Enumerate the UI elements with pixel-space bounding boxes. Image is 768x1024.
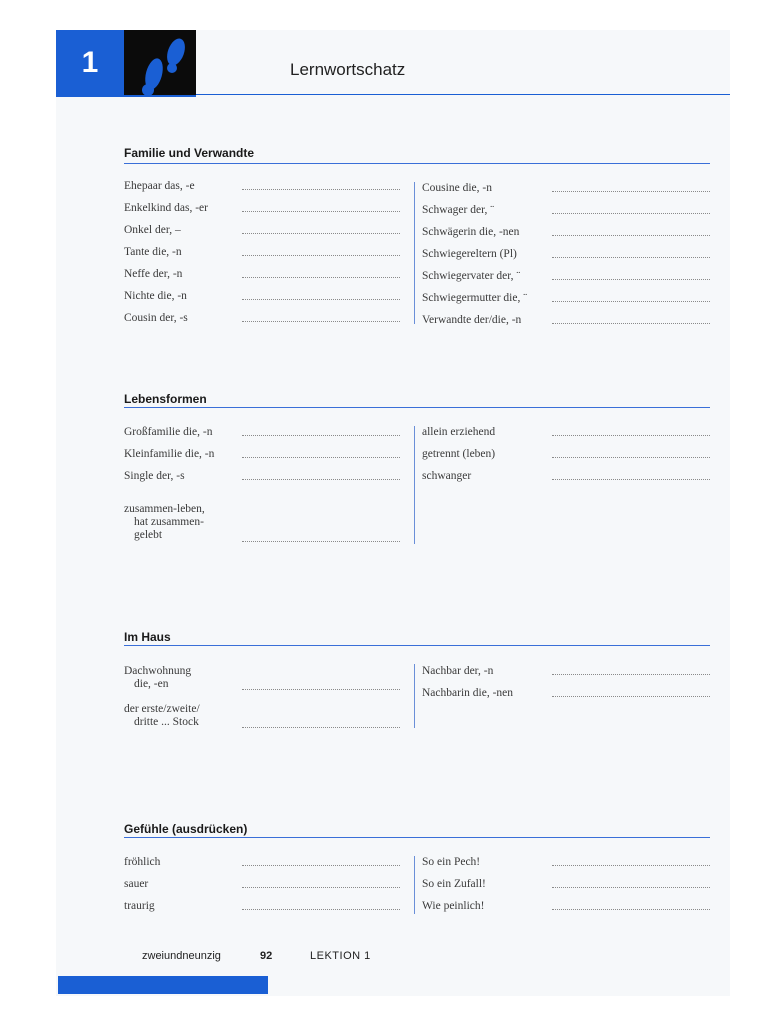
section-rule <box>124 837 710 838</box>
vocab-entry: Schwiegermutter die, ¨ <box>422 292 528 304</box>
page-title: Lernwortschatz <box>290 60 406 79</box>
column-divider <box>414 664 415 728</box>
entry-line: hat zusammen- <box>134 516 204 528</box>
answer-line[interactable] <box>242 689 400 690</box>
answer-line[interactable] <box>242 255 400 256</box>
vocab-entry: Schwägerin die, -nen <box>422 226 520 238</box>
vocab-entry: Tante die, -n <box>124 246 182 258</box>
vocab-entry: Onkel der, – <box>124 224 181 236</box>
entry-line: der erste/zweite/ <box>124 703 200 715</box>
column-divider <box>414 856 415 914</box>
answer-line[interactable] <box>242 321 400 322</box>
entry-line: zusammen-leben, <box>124 503 205 515</box>
column-divider <box>414 426 415 544</box>
column-divider <box>414 182 415 324</box>
entry-line: die, -en <box>134 678 169 690</box>
header-rule-left <box>56 95 196 97</box>
footer-page-number: 92 <box>260 950 273 962</box>
section-title-familie: Familie und Verwandte <box>124 146 255 160</box>
entry-line: Dachwohnung <box>124 665 192 677</box>
section-title-gefuehle: Gefühle (ausdrücken) <box>124 822 248 836</box>
vocab-entry: Enkelkind das, -er <box>124 202 208 214</box>
vocab-entry: Wie peinlich! <box>422 900 485 912</box>
answer-line[interactable] <box>242 865 400 866</box>
answer-line[interactable] <box>552 457 710 458</box>
answer-line[interactable] <box>242 727 400 728</box>
entry-line: dritte ... Stock <box>134 716 199 728</box>
vocab-entry-multiline <box>124 703 200 729</box>
vocab-entry: Ehepaar das, -e <box>124 180 195 192</box>
vocab-entry: Cousine die, -n <box>422 182 492 194</box>
answer-line[interactable] <box>552 479 710 480</box>
vocab-entry: allein erziehend <box>422 426 496 438</box>
footprints-photo <box>124 30 196 96</box>
vocab-entry: Nichte die, -n <box>124 290 187 302</box>
vocab-entry: traurig <box>124 900 155 912</box>
answer-line[interactable] <box>242 479 400 480</box>
vocab-entry: Single der, -s <box>124 470 185 482</box>
section-title-haus: Im Haus <box>124 630 171 644</box>
vocab-entry: Schwiegervater der, ¨ <box>422 270 521 282</box>
answer-line[interactable] <box>242 435 400 436</box>
answer-line[interactable] <box>552 235 710 236</box>
answer-line[interactable] <box>242 211 400 212</box>
answer-line[interactable] <box>552 865 710 866</box>
vocab-entry: Nachbar der, -n <box>422 665 494 677</box>
answer-line[interactable] <box>552 674 710 675</box>
footer-color-bar <box>58 976 268 994</box>
vocab-entry: Nachbarin die, -nen <box>422 687 514 699</box>
vocab-entry: So ein Pech! <box>422 856 481 868</box>
section-rule <box>124 645 710 646</box>
lesson-number-badge: 1 <box>56 30 124 96</box>
vocab-entry: So ein Zufall! <box>422 878 486 890</box>
vocab-entry: Kleinfamilie die, -n <box>124 448 215 460</box>
answer-line[interactable] <box>552 191 710 192</box>
answer-line[interactable] <box>552 909 710 910</box>
vocab-entry: fröhlich <box>124 856 161 868</box>
answer-line[interactable] <box>242 909 400 910</box>
vocab-entry: Schwiegereltern (Pl) <box>422 248 517 260</box>
answer-line[interactable] <box>552 301 710 302</box>
answer-line[interactable] <box>552 213 710 214</box>
entry-line: gelebt <box>134 529 163 541</box>
vocab-entry: getrennt (leben) <box>422 448 496 460</box>
vocab-entry: sauer <box>124 878 149 890</box>
section-rule <box>124 407 710 408</box>
answer-line[interactable] <box>242 189 400 190</box>
vocab-entry: Verwandte der/die, -n <box>422 314 522 326</box>
answer-line[interactable] <box>552 696 710 697</box>
section-title-lebensformen: Lebensformen <box>124 392 207 406</box>
answer-line[interactable] <box>242 277 400 278</box>
answer-line[interactable] <box>242 887 400 888</box>
footprints-icon <box>124 30 196 96</box>
vocab-entry: Neffe der, -n <box>124 268 183 280</box>
answer-line[interactable] <box>242 457 400 458</box>
answer-line[interactable] <box>552 435 710 436</box>
header-rule <box>196 94 730 95</box>
vocab-entry: Großfamilie die, -n <box>124 426 213 438</box>
footer-lesson-label: LEKTION 1 <box>310 950 371 962</box>
answer-line[interactable] <box>242 541 400 542</box>
answer-line[interactable] <box>552 257 710 258</box>
footer-page-word: zweiundneunzig <box>142 950 221 962</box>
vocab-entry: Schwager der, ¨ <box>422 204 495 216</box>
answer-line[interactable] <box>552 323 710 324</box>
answer-line[interactable] <box>242 233 400 234</box>
vocab-entry-multiline <box>124 665 191 691</box>
vocab-entry: schwanger <box>422 470 472 482</box>
answer-line[interactable] <box>552 279 710 280</box>
vocab-entry-multiline <box>124 503 205 542</box>
section-rule <box>124 163 710 164</box>
answer-line[interactable] <box>242 299 400 300</box>
answer-line[interactable] <box>552 887 710 888</box>
vocab-entry: Cousin der, -s <box>124 312 188 324</box>
